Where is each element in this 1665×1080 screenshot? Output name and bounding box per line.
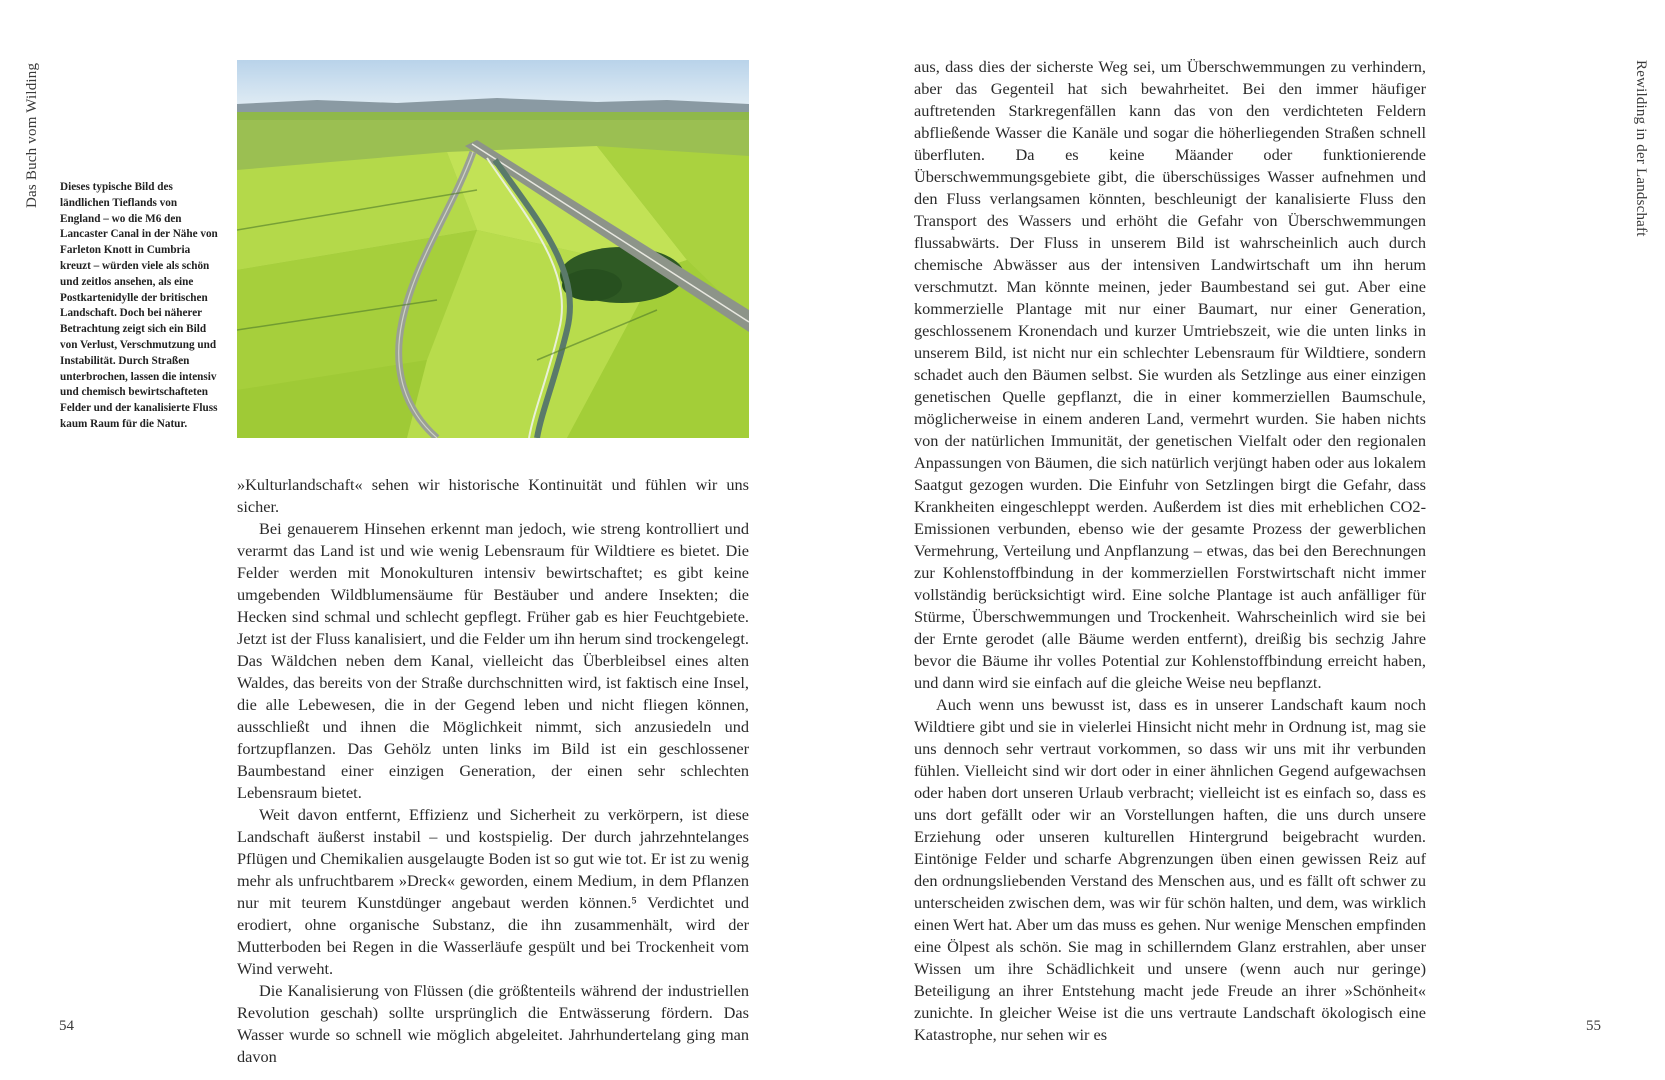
right-page-text [914,56,1427,1044]
page-number-right: 55 [1586,1018,1601,1034]
left-paragraph-3: Weit davon entfernt, Effizienz und Sicherheit zu verkörpern, ist diese Landschaft äußerst instabil – und kostspielig. Der durch jahrzehntelanges Pflügen und Chemikalien ausgelaugte Boden ist so gut wie tot. Er ist zu wenig mehr als unfruchtbarem »Dreck« geworden, einem Medium, in dem Pflanzen nur mit teurem Kunstdünger angebaut werden können.⁵ Verdichtet und erodiert, ohne organische Substanz, die ihn zusammenhält, wird der Mutterboden bei Regen in die Wasserläufe gespült und bei Trockenheit vom Wind verweht. [237,805,749,978]
photo-caption: Dieses typische Bild des ländlichen Tieflands von England – wo die M6 den Lancaster Canal in der Nähe von Farleton Knott in Cumbria kreuzt – würden viele als schön und zeitlos ansehen, als eine Postkartenidylle der britischen Landschaft. Doch bei näherer Betrachtung zeigt sich ein Bild von Verlust, Verschmutzung und Instabilität. Durch Straßen unterbrochen, lassen die intensiv und chemisch bewirtschafteten Felder und der kanalisierte Fluss kaum Raum für die Natur. [60,181,218,430]
left-paragraph-1: »Kulturlandschaft« sehen wir historische Kontinuität und fühlen wir uns sicher. [237,475,749,516]
aerial-landscape-photo-icon [237,60,749,438]
right-paragraph-1: aus, dass dies der sicherste Weg sei, um Überschwemmungen zu verhindern, aber das Gegenteil hat sich bewahrheitet. Bei den immer häufiger auftretenden Starkregenfällen kann das von den verdichteten Feldern abfließende Wasser die Kanäle und sogar die höherliegenden Straßen schnell überfluten. Da es keine Mäander oder funktionierende Überschwemmungsgebiete gibt, die überschüssiges Wasser aufnehmen und den Fluss verlangsamen könnten, beschleunigt der kanalisierte Fluss den Transport des Wassers und erhöht die Gefahr von Überschwemmungen flussabwärts. Der Fluss in unserem Bild ist wahrscheinlich auch durch chemische Abwässer aus der intensiven Landwirtschaft um ihn herum verschmutzt. Man könnte meinen, jeder Baumbestand sei gut. Aber eine kommerzielle Plantage mit nur einer Baumart, nur einer Generation, geschlossenem Kronendach und kurzer Umtriebszeit, wie die unten links in unserem Bild, ist nicht nur ein schlechter Lebensraum für Wildtiere, sondern schadet auch den Bäumen selbst. Sie wurden als Setzlinge aus einer einzigen genetischen Quelle gepflanzt, die in einer kommerziellen Baumschule, möglicherweise in einem anderen Land, vermehrt wurden. Sie haben nichts von der natürlichen Immunität, der genetischen Vielfalt oder den regionalen Anpassungen von Bäumen, die sich natürlich verjüngt haben oder aus lokalem Saatgut gezogen wurden. Die Einfuhr von Setzlingen birgt die Gefahr, dass Krankheiten eingeschleppt werden. Außerdem ist dies mit erheblichen CO2-Emissionen verbunden, ebenso wie der gesamte Prozess der gewerblichen Vermehrung, Verteilung und Anpflanzung – etwas, das bei den Berechnungen zur Kohlenstoffbindung in der kommerziellen Forstwirtschaft nicht immer vollständig berücksichtigt wird. Eine solche Plantage ist auch anfälliger für Stürme, Überschwemmungen und Trockenheit. Wahrscheinlich wird sie bei der Ernte gerodet (alle Bäume werden entfernt), dreißig bis sechzig Jahre bevor die Bäume ihr volles Potential zur Kohlenstoffbindung erreicht haben, und dann wird sie einfach auf die gleiche Weise neu bepflanzt. [914,57,1426,692]
page-number-left: 54 [59,1018,74,1034]
left-paragraph-2: Bei genauerem Hinsehen erkennt man jedoch, wie streng kontrolliert und verarmt das Land ist und wie wenig Lebensraum für Wildtiere es bietet. Die Felder werden mit Monokulturen intensiv bewirtschaftet; es gibt keine umgebenden Wildblumensäume für Bestäuber und andere Insekten; die Hecken sind schmal und schlecht gepflegt. Früher gab es hier Feuchtgebiete. Jetzt ist der Fluss kanalisiert, und die Felder um ihn herum sind trockengelegt. Das Wäldchen neben dem Kanal, vielleicht das Überbleibsel eines alten Waldes, das bereits von der Straße durchschnitten wird, ist faktisch eine Insel, die alle Lebewesen, die in der Gegend leben und nicht fliegen können, ausschließt und ihnen die Möglichkeit nimmt, sich anzusiedeln und fortzupflanzen. Das Gehölz unten links im Bild ist ein geschlossener Baumbestand einer einzigen Generation, der einen sehr schlechten Lebensraum bietet. [237,519,749,802]
left-page-text [237,474,749,1066]
left-paragraph-4: Die Kanalisierung von Flüssen (die größtenteils während der industriellen Revolution geschah) sollte ursprünglich die Entwässerung fördern. Das Wasser wurde so schnell wie möglich abgeleitet. Jahrhundertelang ging man davon [237,981,749,1066]
right-paragraph-2: Auch wenn uns bewusst ist, dass es in unserer Landschaft kaum noch Wildtiere gibt und sie in vielerlei Hinsicht nicht mehr in Ordnung ist, mag sie uns dennoch sehr vertraut vorkommen, so dass wir uns mit ihr verbunden fühlen. Vielleicht sind wir dort oder in einer ähnlichen Gegend aufgewachsen oder haben dort unseren Urlaub verbracht; vielleicht ist es einfach so, dass es uns dort gefällt oder wir an Vorstellungen haften, die uns durch unsere Erziehung oder unseren kulturellen Hintergrund beigebracht wurden. Eintönige Felder und scharfe Abgrenzungen üben einen gewissen Reiz auf den ordnungsliebenden Verstand des Menschen aus, und es fällt oft schwer zu unterscheiden zwischen dem, was wir für schön halten, und dem, was wirklich einen Wert hat. Aber um das muss es gehen. Nur wenige Menschen empfinden eine Ölpest als schön. Sie mag in schillerndem Glanz erstrahlen, aber unser Wissen um ihre Schädlichkeit und unsere (wenn auch nur geringe) Beteiligung an ihrer Entstehung macht jede Freude an ihrer »Schönheit« zunichte. In gleicher Weise ist die uns vertraute Landschaft ökologisch eine Katastrophe, nur sehen wir es [914,695,1427,1044]
running-head-left: Das Buch vom Wilding [24,62,40,208]
landscape-photo [237,60,749,438]
running-head-right: Rewilding in der Landschaft [1633,60,1649,237]
